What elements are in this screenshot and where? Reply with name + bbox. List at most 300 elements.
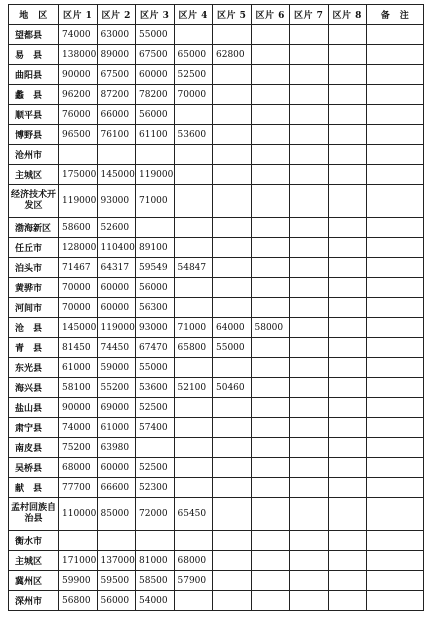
- zone-9-cell: [367, 418, 424, 438]
- zone-6-cell: [251, 278, 290, 298]
- zone-8-cell: [328, 318, 367, 338]
- zone-3-cell: 67500: [136, 45, 175, 65]
- zone-5-cell: [213, 258, 252, 278]
- zone-6-cell: [251, 458, 290, 478]
- zone-3-cell: 55000: [136, 25, 175, 45]
- zone-6-cell: [251, 25, 290, 45]
- header-zone-2: 区片 2: [97, 5, 136, 25]
- zone-8-cell: [328, 298, 367, 318]
- zone-5-cell: [213, 185, 252, 218]
- zone-7-cell: [290, 318, 329, 338]
- zone-4-cell: [174, 165, 213, 185]
- zone-4-cell: 70000: [174, 85, 213, 105]
- zone-1-cell: 74000: [59, 25, 98, 45]
- table-row: [9, 145, 424, 165]
- zone-4-cell: [174, 218, 213, 238]
- zone-6-cell: [251, 338, 290, 358]
- zone-3-cell: 78200: [136, 85, 175, 105]
- zone-9-cell: [367, 298, 424, 318]
- zone-1-cell: 90000: [59, 65, 98, 85]
- zone-3-cell: 58500: [136, 571, 175, 591]
- zone-2-cell: 66600: [97, 478, 136, 498]
- zone-2-cell: 60000: [97, 458, 136, 478]
- zone-8-cell: [328, 498, 367, 531]
- zone-2-cell: 85000: [97, 498, 136, 531]
- zone-5-cell: [213, 458, 252, 478]
- zone-5-cell: [213, 418, 252, 438]
- zone-4-cell: [174, 298, 213, 318]
- zone-9-cell: [367, 398, 424, 418]
- zone-2-cell: 69000: [97, 398, 136, 418]
- region-cell: 海兴县: [9, 378, 59, 398]
- zone-2-cell: 87200: [97, 85, 136, 105]
- zone-3-cell: 119000: [136, 165, 175, 185]
- zone-7-cell: [290, 45, 329, 65]
- zone-5-cell: [213, 478, 252, 498]
- zone-1-cell: [59, 531, 98, 551]
- region-cell: 吴桥县: [9, 458, 59, 478]
- zone-8-cell: [328, 551, 367, 571]
- zone-3-cell: 55000: [136, 358, 175, 378]
- table-row: [9, 531, 424, 551]
- table-row: [9, 338, 424, 358]
- zone-5-cell: [213, 358, 252, 378]
- zone-1-cell: 110000: [59, 498, 98, 531]
- zone-3-cell: 59549: [136, 258, 175, 278]
- zone-5-cell: 62800: [213, 45, 252, 65]
- zone-4-cell: 52500: [174, 65, 213, 85]
- region-cell: 沧 县: [9, 318, 59, 338]
- zone-5-cell: [213, 25, 252, 45]
- zone-3-cell: [136, 438, 175, 458]
- zone-9-cell: [367, 185, 424, 218]
- zone-3-cell: 60000: [136, 65, 175, 85]
- header-zone-6: 区片 6: [251, 5, 290, 25]
- zone-2-cell: [97, 531, 136, 551]
- zone-2-cell: 64317: [97, 258, 136, 278]
- region-cell: 献 县: [9, 478, 59, 498]
- zone-6-cell: [251, 551, 290, 571]
- zone-4-cell: 54847: [174, 258, 213, 278]
- region-cell: 衡水市: [9, 531, 59, 551]
- zone-3-cell: 81000: [136, 551, 175, 571]
- region-cell: 主城区: [9, 551, 59, 571]
- zone-6-cell: [251, 378, 290, 398]
- zone-3-cell: [136, 218, 175, 238]
- zone-1-cell: 76000: [59, 105, 98, 125]
- zone-2-cell: 56000: [97, 591, 136, 611]
- zone-4-cell: 57900: [174, 571, 213, 591]
- zone-6-cell: [251, 165, 290, 185]
- zone-7-cell: [290, 591, 329, 611]
- zone-7-cell: [290, 165, 329, 185]
- table-row: [9, 25, 424, 45]
- header-zone-1: 区片 1: [59, 5, 98, 25]
- zone-8-cell: [328, 278, 367, 298]
- zone-8-cell: [328, 458, 367, 478]
- zone-9-cell: [367, 531, 424, 551]
- table-row: [9, 358, 424, 378]
- zone-8-cell: [328, 105, 367, 125]
- zone-5-cell: [213, 125, 252, 145]
- table-row: [9, 185, 424, 218]
- zone-3-cell: 56300: [136, 298, 175, 318]
- zone-9-cell: [367, 498, 424, 531]
- zone-2-cell: 76100: [97, 125, 136, 145]
- zone-8-cell: [328, 165, 367, 185]
- table-row: [9, 458, 424, 478]
- zone-7-cell: [290, 438, 329, 458]
- region-cell: 南皮县: [9, 438, 59, 458]
- zone-8-cell: [328, 358, 367, 378]
- table-row: [9, 165, 424, 185]
- zone-8-cell: [328, 531, 367, 551]
- zone-2-cell: 63980: [97, 438, 136, 458]
- header-region: 地 区: [9, 5, 59, 25]
- zone-1-cell: 128000: [59, 238, 98, 258]
- zone-4-cell: 53600: [174, 125, 213, 145]
- zone-7-cell: [290, 338, 329, 358]
- zone-4-cell: [174, 398, 213, 418]
- table-row: [9, 258, 424, 278]
- zone-8-cell: [328, 378, 367, 398]
- region-cell: 孟村回族自治县: [9, 498, 59, 531]
- zone-5-cell: [213, 145, 252, 165]
- region-cell: 主城区: [9, 165, 59, 185]
- zone-9-cell: [367, 125, 424, 145]
- zone-6-cell: [251, 478, 290, 498]
- zone-9-cell: [367, 438, 424, 458]
- zone-7-cell: [290, 145, 329, 165]
- region-cell: 河间市: [9, 298, 59, 318]
- zone-3-cell: 52500: [136, 398, 175, 418]
- zone-1-cell: 138000: [59, 45, 98, 65]
- zone-8-cell: [328, 85, 367, 105]
- zone-1-cell: 145000: [59, 318, 98, 338]
- zone-3-cell: 61100: [136, 125, 175, 145]
- header-zone-5: 区片 5: [213, 5, 252, 25]
- zone-7-cell: [290, 258, 329, 278]
- zone-6-cell: [251, 125, 290, 145]
- zone-2-cell: 67500: [97, 65, 136, 85]
- zone-9-cell: [367, 45, 424, 65]
- zone-5-cell: [213, 591, 252, 611]
- zone-8-cell: [328, 591, 367, 611]
- zone-4-cell: [174, 278, 213, 298]
- zone-6-cell: [251, 591, 290, 611]
- zone-9-cell: [367, 478, 424, 498]
- zone-4-cell: [174, 458, 213, 478]
- zone-6-cell: [251, 418, 290, 438]
- zone-8-cell: [328, 45, 367, 65]
- zone-1-cell: 74000: [59, 418, 98, 438]
- zone-1-cell: 70000: [59, 278, 98, 298]
- zone-4-cell: [174, 358, 213, 378]
- zone-8-cell: [328, 418, 367, 438]
- region-cell: 青 县: [9, 338, 59, 358]
- header-zone-3: 区片 3: [136, 5, 175, 25]
- zone-5-cell: [213, 165, 252, 185]
- zone-1-cell: 68000: [59, 458, 98, 478]
- zone-7-cell: [290, 238, 329, 258]
- table-row: [9, 418, 424, 438]
- zone-1-cell: 61000: [59, 358, 98, 378]
- table-row: [9, 591, 424, 611]
- table-row: [9, 438, 424, 458]
- zone-1-cell: 75200: [59, 438, 98, 458]
- table-row: [9, 378, 424, 398]
- zone-7-cell: [290, 478, 329, 498]
- zone-6-cell: [251, 571, 290, 591]
- zone-5-cell: 50460: [213, 378, 252, 398]
- zone-5-cell: [213, 238, 252, 258]
- zone-5-cell: [213, 398, 252, 418]
- region-cell: 渤海新区: [9, 218, 59, 238]
- zone-5-cell: [213, 218, 252, 238]
- region-cell: 经济技术开发区: [9, 185, 59, 218]
- zone-1-cell: 71467: [59, 258, 98, 278]
- zone-8-cell: [328, 398, 367, 418]
- table-row: [9, 498, 424, 531]
- header-zone-4: 区片 4: [174, 5, 213, 25]
- zone-6-cell: [251, 358, 290, 378]
- zone-7-cell: [290, 125, 329, 145]
- zone-8-cell: [328, 258, 367, 278]
- zone-9-cell: [367, 378, 424, 398]
- region-cell: 蠡 县: [9, 85, 59, 105]
- zone-9-cell: [367, 85, 424, 105]
- header-row: [9, 5, 424, 25]
- zone-8-cell: [328, 338, 367, 358]
- zone-9-cell: [367, 25, 424, 45]
- table-row: [9, 571, 424, 591]
- zone-7-cell: [290, 531, 329, 551]
- header-zone-7: 区片 7: [290, 5, 329, 25]
- region-cell: 肃宁县: [9, 418, 59, 438]
- zone-6-cell: [251, 185, 290, 218]
- zone-3-cell: 56000: [136, 278, 175, 298]
- zone-8-cell: [328, 65, 367, 85]
- zone-5-cell: [213, 85, 252, 105]
- table-row: [9, 45, 424, 65]
- table-row: [9, 298, 424, 318]
- zone-6-cell: [251, 65, 290, 85]
- zone-2-cell: 60000: [97, 298, 136, 318]
- zone-8-cell: [328, 571, 367, 591]
- table-row: [9, 218, 424, 238]
- table-row: [9, 65, 424, 85]
- zone-6-cell: [251, 45, 290, 65]
- zone-1-cell: 119000: [59, 185, 98, 218]
- zone-4-cell: [174, 25, 213, 45]
- zone-8-cell: [328, 438, 367, 458]
- table-row: [9, 238, 424, 258]
- zone-4-cell: 52100: [174, 378, 213, 398]
- zone-9-cell: [367, 458, 424, 478]
- zone-5-cell: [213, 571, 252, 591]
- zone-9-cell: [367, 358, 424, 378]
- zone-2-cell: 60000: [97, 278, 136, 298]
- zone-6-cell: [251, 258, 290, 278]
- zone-3-cell: 53600: [136, 378, 175, 398]
- header-zone-8: 区片 8: [328, 5, 367, 25]
- zone-7-cell: [290, 185, 329, 218]
- table-row: [9, 478, 424, 498]
- zone-9-cell: [367, 218, 424, 238]
- region-cell: 冀州区: [9, 571, 59, 591]
- table-row: [9, 551, 424, 571]
- zone-2-cell: 89000: [97, 45, 136, 65]
- zone-3-cell: 71000: [136, 185, 175, 218]
- header-notes: 备 注: [367, 5, 424, 25]
- zone-7-cell: [290, 298, 329, 318]
- region-cell: 泊头市: [9, 258, 59, 278]
- zone-1-cell: 59900: [59, 571, 98, 591]
- zone-2-cell: 137000: [97, 551, 136, 571]
- zone-7-cell: [290, 278, 329, 298]
- table-row: [9, 318, 424, 338]
- zone-7-cell: [290, 25, 329, 45]
- zone-4-cell: 71000: [174, 318, 213, 338]
- zone-2-cell: [97, 145, 136, 165]
- region-cell: 博野县: [9, 125, 59, 145]
- zone-4-cell: 65800: [174, 338, 213, 358]
- region-cell: 易 县: [9, 45, 59, 65]
- zone-5-cell: 55000: [213, 338, 252, 358]
- zone-9-cell: [367, 165, 424, 185]
- zone-1-cell: 70000: [59, 298, 98, 318]
- zone-5-cell: [213, 438, 252, 458]
- zone-3-cell: 52500: [136, 458, 175, 478]
- zone-6-cell: [251, 238, 290, 258]
- zone-9-cell: [367, 145, 424, 165]
- zone-7-cell: [290, 498, 329, 531]
- zone-3-cell: 89100: [136, 238, 175, 258]
- zone-2-cell: 52600: [97, 218, 136, 238]
- zone-4-cell: 65450: [174, 498, 213, 531]
- zone-4-cell: [174, 145, 213, 165]
- zone-1-cell: 81450: [59, 338, 98, 358]
- zone-6-cell: 58000: [251, 318, 290, 338]
- zone-3-cell: 52300: [136, 478, 175, 498]
- zone-1-cell: [59, 145, 98, 165]
- zone-6-cell: [251, 438, 290, 458]
- region-cell: 沧州市: [9, 145, 59, 165]
- zone-4-cell: 65000: [174, 45, 213, 65]
- zone-7-cell: [290, 398, 329, 418]
- zone-9-cell: [367, 591, 424, 611]
- zone-8-cell: [328, 125, 367, 145]
- zone-9-cell: [367, 551, 424, 571]
- zone-3-cell: [136, 145, 175, 165]
- zone-3-cell: 67470: [136, 338, 175, 358]
- zone-5-cell: [213, 298, 252, 318]
- zone-4-cell: [174, 418, 213, 438]
- zone-4-cell: [174, 438, 213, 458]
- zone-8-cell: [328, 145, 367, 165]
- zone-3-cell: 57400: [136, 418, 175, 438]
- region-cell: 望都县: [9, 25, 59, 45]
- table-row: [9, 125, 424, 145]
- region-cell: 顺平县: [9, 105, 59, 125]
- region-cell: 深州市: [9, 591, 59, 611]
- zone-3-cell: 93000: [136, 318, 175, 338]
- zone-3-cell: 54000: [136, 591, 175, 611]
- zone-9-cell: [367, 571, 424, 591]
- zone-6-cell: [251, 145, 290, 165]
- zone-4-cell: 68000: [174, 551, 213, 571]
- zone-5-cell: [213, 531, 252, 551]
- zone-2-cell: 110400: [97, 238, 136, 258]
- zone-7-cell: [290, 551, 329, 571]
- zone-5-cell: [213, 498, 252, 531]
- zone-2-cell: 59000: [97, 358, 136, 378]
- zone-4-cell: [174, 105, 213, 125]
- region-cell: 东光县: [9, 358, 59, 378]
- zone-6-cell: [251, 85, 290, 105]
- zone-6-cell: [251, 531, 290, 551]
- region-cell: 曲阳县: [9, 65, 59, 85]
- zone-5-cell: 64000: [213, 318, 252, 338]
- zone-3-cell: 56000: [136, 105, 175, 125]
- zone-1-cell: 175000: [59, 165, 98, 185]
- zone-2-cell: 145000: [97, 165, 136, 185]
- zone-9-cell: [367, 318, 424, 338]
- zone-1-cell: 96200: [59, 85, 98, 105]
- zone-1-cell: 171000: [59, 551, 98, 571]
- zone-9-cell: [367, 65, 424, 85]
- zone-2-cell: 74450: [97, 338, 136, 358]
- zone-4-cell: [174, 238, 213, 258]
- region-cell: 任丘市: [9, 238, 59, 258]
- zone-4-cell: [174, 531, 213, 551]
- zone-7-cell: [290, 218, 329, 238]
- zone-7-cell: [290, 105, 329, 125]
- table-row: [9, 398, 424, 418]
- zone-2-cell: 119000: [97, 318, 136, 338]
- zone-5-cell: [213, 278, 252, 298]
- zone-8-cell: [328, 218, 367, 238]
- zone-5-cell: [213, 105, 252, 125]
- table-row: [9, 105, 424, 125]
- zone-4-cell: [174, 591, 213, 611]
- zone-4-cell: [174, 478, 213, 498]
- region-cell: 黄骅市: [9, 278, 59, 298]
- zone-2-cell: 93000: [97, 185, 136, 218]
- zone-2-cell: 61000: [97, 418, 136, 438]
- zone-3-cell: [136, 531, 175, 551]
- zone-6-cell: [251, 218, 290, 238]
- zone-7-cell: [290, 571, 329, 591]
- zone-9-cell: [367, 105, 424, 125]
- zone-6-cell: [251, 498, 290, 531]
- zone-7-cell: [290, 418, 329, 438]
- zone-4-cell: [174, 185, 213, 218]
- zone-2-cell: 55200: [97, 378, 136, 398]
- zone-7-cell: [290, 65, 329, 85]
- zone-5-cell: [213, 551, 252, 571]
- zone-7-cell: [290, 85, 329, 105]
- zone-6-cell: [251, 298, 290, 318]
- zone-1-cell: 96500: [59, 125, 98, 145]
- zone-5-cell: [213, 65, 252, 85]
- zone-1-cell: 77700: [59, 478, 98, 498]
- zone-9-cell: [367, 238, 424, 258]
- zone-8-cell: [328, 238, 367, 258]
- land-price-table: [8, 4, 424, 611]
- zone-6-cell: [251, 105, 290, 125]
- table-row: [9, 278, 424, 298]
